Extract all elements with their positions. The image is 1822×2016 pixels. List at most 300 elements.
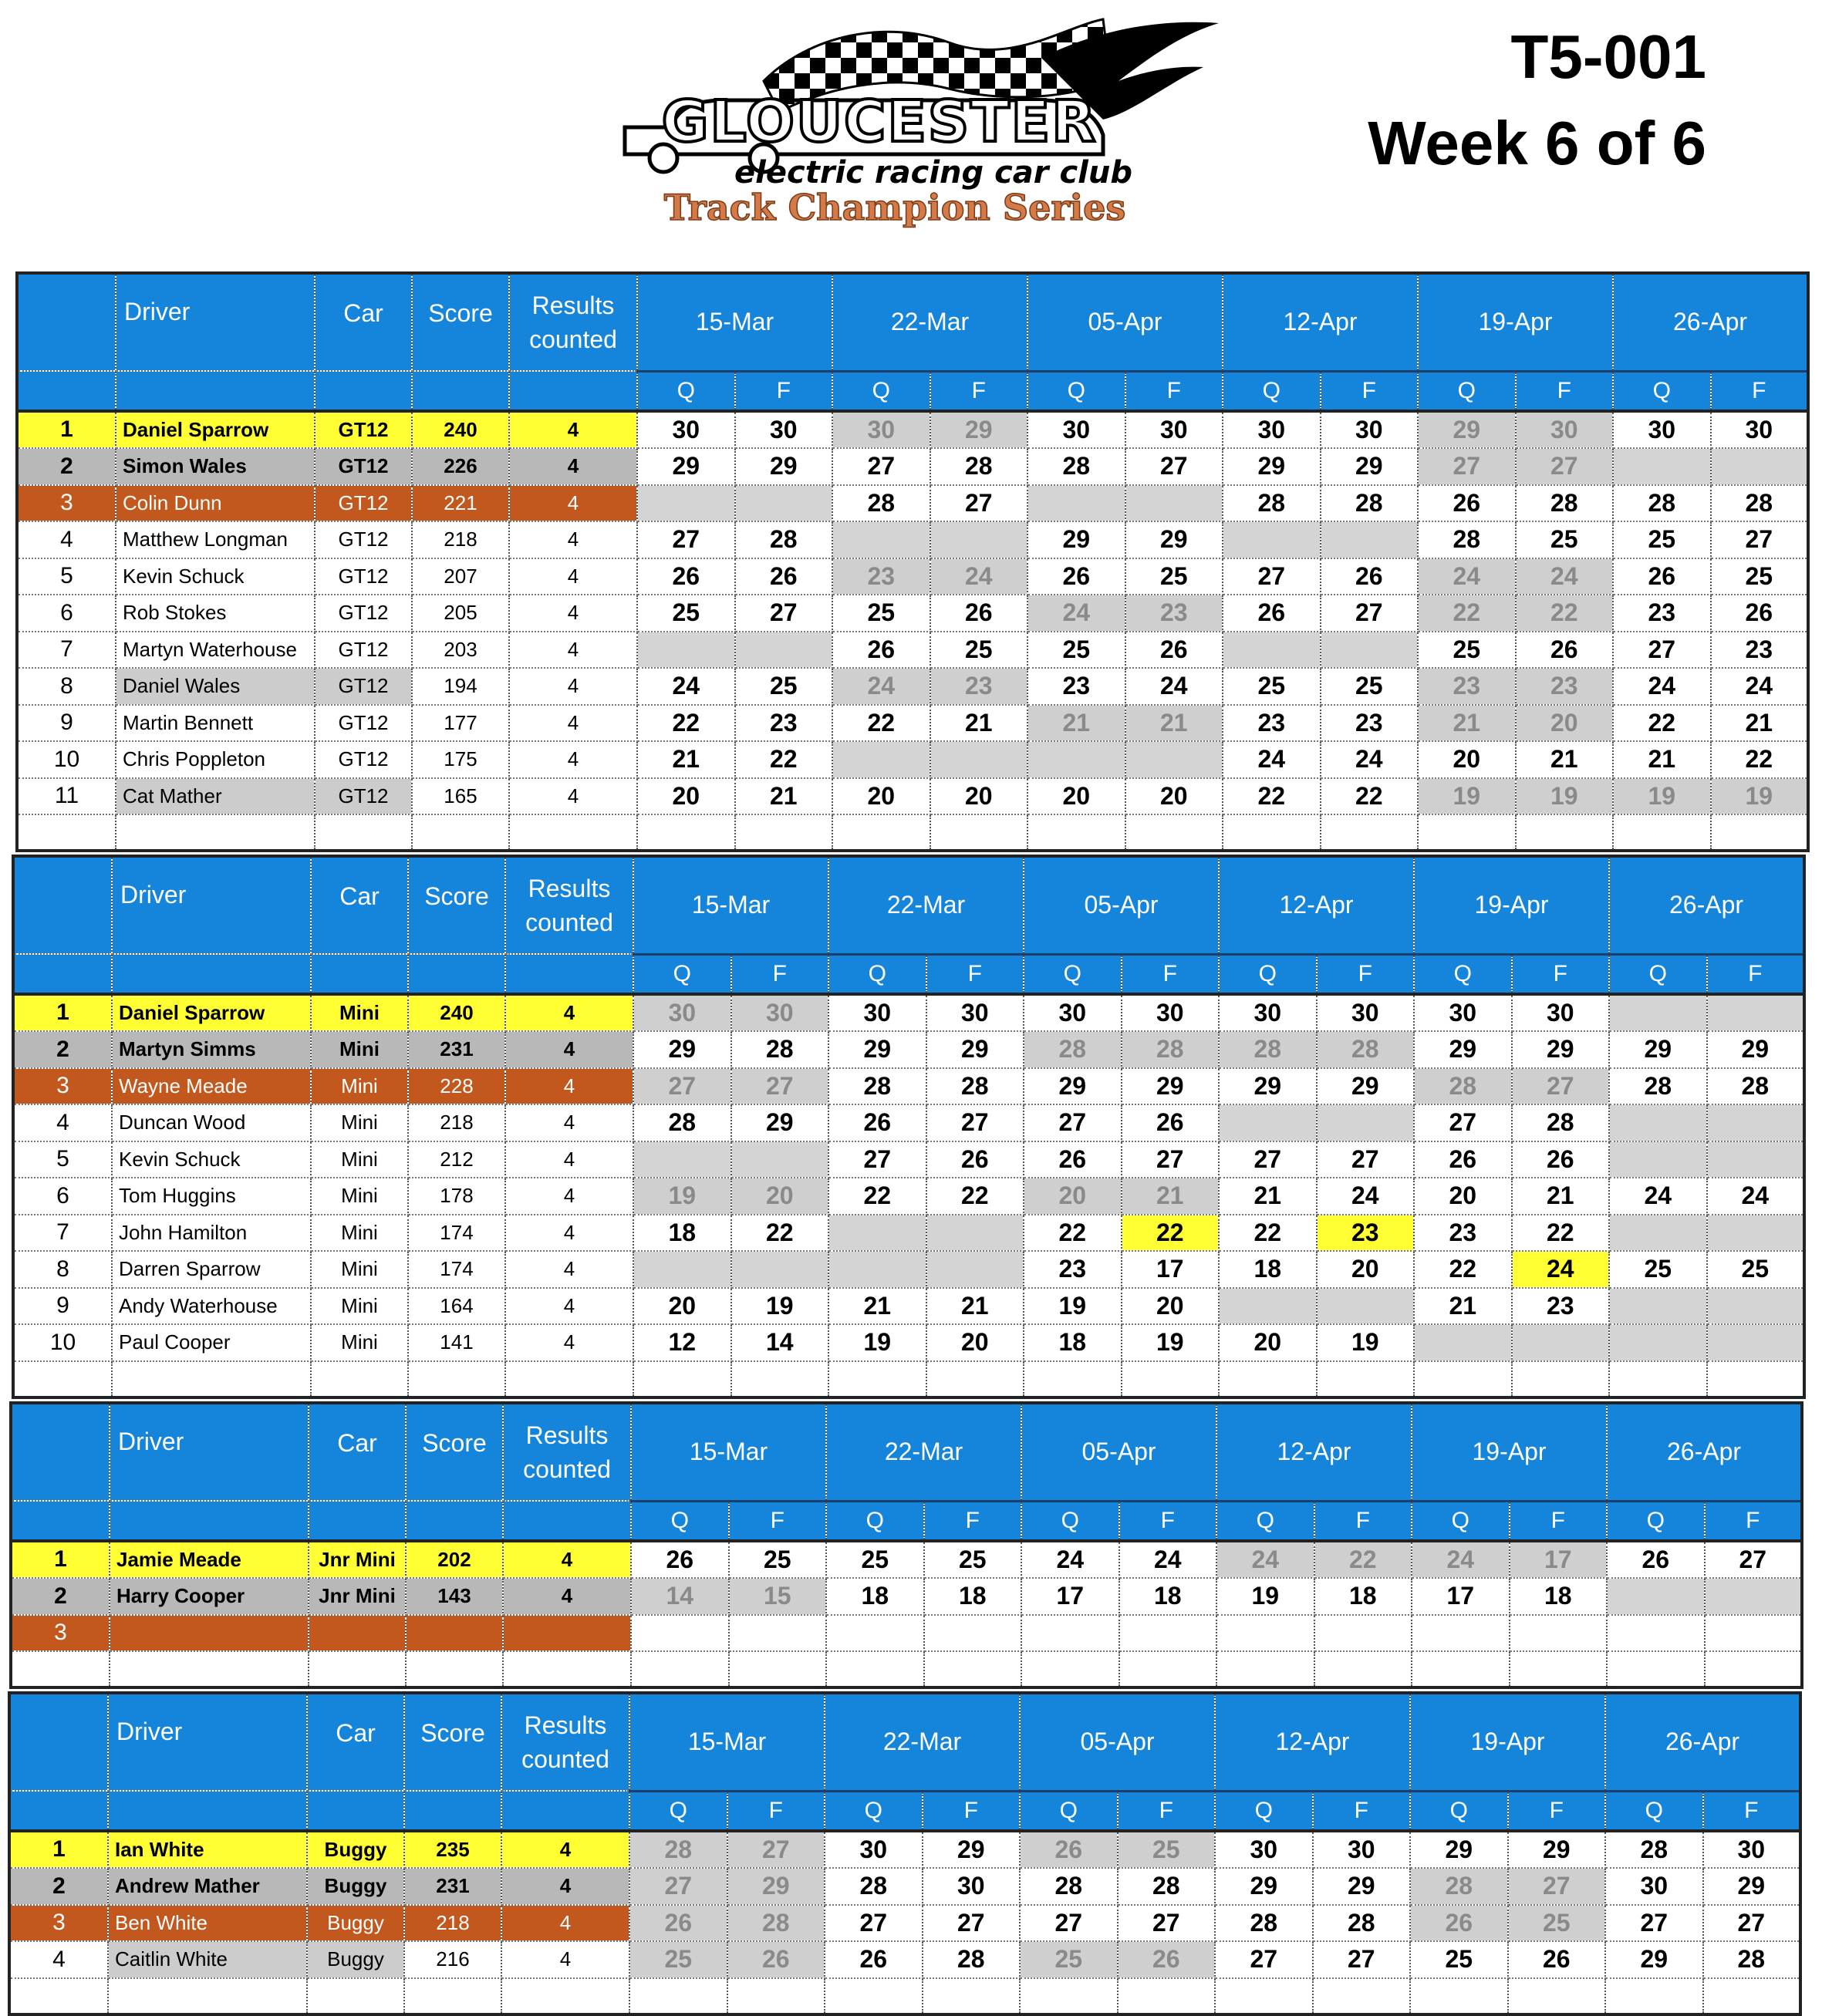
- qualifying-header: Q: [825, 1791, 923, 1831]
- car-class: Mini: [311, 1324, 408, 1361]
- race-result: 30: [1414, 994, 1512, 1032]
- race-result: [637, 632, 735, 669]
- position: 3: [11, 1615, 110, 1652]
- results-counted: 4: [509, 448, 637, 485]
- date-header: 15-Mar: [637, 273, 832, 371]
- final-header: F: [1314, 1501, 1412, 1541]
- race-result: 22: [926, 1178, 1024, 1215]
- car-class: [309, 1615, 406, 1652]
- race-result: [1609, 994, 1707, 1032]
- table-row: [17, 411, 1808, 449]
- final-header: F: [731, 954, 829, 994]
- race-result: 30: [832, 411, 930, 449]
- race-result: 28: [1122, 1031, 1220, 1068]
- score: 212: [408, 1141, 505, 1178]
- race-result: 24: [1516, 558, 1614, 595]
- final-header: F: [1703, 1791, 1801, 1831]
- race-result: 30: [1605, 1868, 1703, 1905]
- driver-name: [110, 1615, 309, 1652]
- final-header: F: [926, 954, 1024, 994]
- final-header: F: [1317, 954, 1415, 994]
- race-result: 29: [1024, 1068, 1122, 1105]
- empty-cell: [315, 814, 412, 851]
- qualifying-header: Q: [1021, 1501, 1119, 1541]
- race-result: 21: [1122, 1178, 1220, 1215]
- empty-cell: [731, 1361, 829, 1397]
- score: 143: [406, 1578, 503, 1615]
- race-result: 27: [1516, 448, 1614, 485]
- empty-cell: [631, 1651, 729, 1687]
- race-result: 27: [637, 521, 735, 558]
- score: 177: [412, 705, 509, 742]
- race-result: 20: [637, 778, 735, 815]
- race-result: [731, 1141, 829, 1178]
- race-result: 26: [1020, 1831, 1118, 1869]
- race-result: 28: [1313, 1905, 1411, 1942]
- driver-name: Wayne Meade: [112, 1068, 311, 1105]
- race-result: [1412, 1615, 1510, 1652]
- race-result: 29: [930, 411, 1028, 449]
- race-result: 29: [1313, 1868, 1411, 1905]
- race-result: [633, 1251, 731, 1288]
- race-result: 27: [1418, 448, 1516, 485]
- empty-cell: [825, 1978, 923, 2014]
- race-result: [926, 1251, 1024, 1288]
- race-result: 25: [1516, 521, 1614, 558]
- race-result: 30: [731, 994, 829, 1032]
- driver-name: Simon Wales: [116, 448, 315, 485]
- score: 175: [412, 741, 509, 778]
- race-result: 28: [1707, 1068, 1805, 1105]
- position-header: [9, 1693, 108, 1791]
- driver-name: Colin Dunn: [116, 485, 315, 522]
- position: 10: [13, 1324, 112, 1361]
- date-header: 05-Apr: [1020, 1693, 1215, 1791]
- date-header: 12-Apr: [1223, 273, 1418, 371]
- date-header: 26-Apr: [1607, 1403, 1802, 1501]
- position: 1: [9, 1831, 108, 1869]
- race-result: 21: [1027, 705, 1125, 742]
- race-result: 27: [930, 485, 1028, 522]
- table-row: [17, 741, 1808, 778]
- score: 164: [408, 1288, 505, 1325]
- race-result: 27: [727, 1831, 825, 1869]
- driver-name: Ian White: [108, 1831, 307, 1869]
- race-result: 27: [1223, 558, 1321, 595]
- race-result: 29: [731, 1104, 829, 1141]
- race-result: 30: [1711, 411, 1809, 449]
- race-result: 25: [1118, 1831, 1216, 1869]
- race-result: [1707, 1141, 1805, 1178]
- empty-cell: [1223, 814, 1321, 851]
- race-result: 28: [1605, 1831, 1703, 1869]
- qualifying-header: Q: [629, 1791, 727, 1831]
- date-header: 22-Mar: [828, 856, 1024, 954]
- race-result: 26: [930, 595, 1028, 632]
- race-result: 27: [1219, 1141, 1317, 1178]
- subheader-blank: [406, 1501, 503, 1541]
- final-header: F: [1512, 954, 1610, 994]
- score: 218: [408, 1104, 505, 1141]
- race-result: 29: [1512, 1031, 1610, 1068]
- date-header: 22-Mar: [826, 1403, 1021, 1501]
- race-result: 23: [1223, 705, 1321, 742]
- race-result: 27: [1703, 1905, 1801, 1942]
- race-result: [1125, 741, 1223, 778]
- race-result: 27: [1613, 632, 1711, 669]
- score: 221: [412, 485, 509, 522]
- race-result: 26: [825, 1941, 923, 1978]
- race-result: 24: [1216, 1541, 1314, 1579]
- race-result: 24: [1021, 1541, 1119, 1579]
- race-result: 28: [1414, 1068, 1512, 1105]
- race-result: 27: [1321, 595, 1419, 632]
- race-result: 30: [1125, 411, 1223, 449]
- race-result: [1414, 1324, 1512, 1361]
- date-header: 12-Apr: [1215, 1693, 1410, 1791]
- table-row: [13, 1215, 1804, 1252]
- qualifying-header: Q: [1216, 1501, 1314, 1541]
- empty-cell: [1707, 1361, 1805, 1397]
- position: 1: [13, 994, 112, 1032]
- race-result: 23: [832, 558, 930, 595]
- race-result: 27: [926, 1104, 1024, 1141]
- driver-name: Harry Cooper: [110, 1578, 309, 1615]
- race-result: 20: [1414, 1178, 1512, 1215]
- race-result: 26: [1024, 1141, 1122, 1178]
- car-class: Mini: [311, 1068, 408, 1105]
- race-result: 27: [832, 448, 930, 485]
- score: 228: [408, 1068, 505, 1105]
- race-result: [1705, 1578, 1803, 1615]
- race-result: 18: [826, 1578, 924, 1615]
- subheader-blank: [412, 371, 509, 411]
- race-result: 29: [926, 1031, 1024, 1068]
- race-result: 22: [1321, 778, 1419, 815]
- driver-name: Ben White: [108, 1905, 307, 1942]
- car-class: Buggy: [307, 1941, 404, 1978]
- empty-row: [17, 814, 1808, 851]
- position: 9: [13, 1288, 112, 1325]
- position: 2: [9, 1868, 108, 1905]
- race-result: [1707, 1324, 1805, 1361]
- car-class: Mini: [311, 994, 408, 1032]
- position: 10: [17, 741, 116, 778]
- car-class: GT12: [315, 485, 412, 522]
- race-result: 24: [1418, 558, 1516, 595]
- race-result: 27: [1711, 521, 1809, 558]
- results-counted-header: Results counted: [501, 1693, 629, 1791]
- race-result: [926, 1215, 1024, 1252]
- position: 1: [11, 1541, 110, 1579]
- race-result: 27: [731, 1068, 829, 1105]
- empty-cell: [110, 1651, 309, 1687]
- qualifying-header: Q: [1414, 954, 1512, 994]
- empty-cell: [924, 1651, 1022, 1687]
- race-result: 25: [1223, 668, 1321, 705]
- empty-cell: [13, 1361, 112, 1397]
- table-row: [17, 668, 1808, 705]
- final-header: F: [930, 371, 1028, 411]
- score: [406, 1615, 503, 1652]
- subheader-blank: [404, 1791, 501, 1831]
- score: 216: [404, 1941, 501, 1978]
- empty-row: [9, 1978, 1800, 2014]
- empty-cell: [729, 1651, 827, 1687]
- score-header: Score: [412, 273, 509, 371]
- table-row: [13, 994, 1804, 1032]
- race-result: 30: [923, 1868, 1021, 1905]
- race-result: 26: [1118, 1941, 1216, 1978]
- race-result: 24: [1317, 1178, 1415, 1215]
- table-row: [13, 1141, 1804, 1178]
- race-result: 30: [1215, 1831, 1313, 1869]
- empty-cell: [1215, 1978, 1313, 2014]
- empty-cell: [1703, 1978, 1801, 2014]
- position: 9: [17, 705, 116, 742]
- driver-name: Matthew Longman: [116, 521, 315, 558]
- driver-name: Tom Huggins: [112, 1178, 311, 1215]
- subheader-blank: [307, 1791, 404, 1831]
- race-result: 28: [1321, 485, 1419, 522]
- race-result: 22: [1418, 595, 1516, 632]
- race-result: 21: [1219, 1178, 1317, 1215]
- position: 1: [17, 411, 116, 449]
- table-row: [13, 1288, 1804, 1325]
- score: 174: [408, 1251, 505, 1288]
- race-result: [729, 1615, 827, 1652]
- subheader-blank: [108, 1791, 307, 1831]
- race-result: 28: [825, 1868, 923, 1905]
- race-result: 29: [1703, 1868, 1801, 1905]
- race-result: [1317, 1104, 1415, 1141]
- race-result: 29: [735, 448, 833, 485]
- race-result: [930, 521, 1028, 558]
- subheader-blank: [13, 954, 112, 994]
- date-header: 26-Apr: [1609, 856, 1804, 954]
- race-result: 27: [1317, 1141, 1415, 1178]
- race-result: 19: [1024, 1288, 1122, 1325]
- race-result: 28: [629, 1831, 727, 1869]
- race-result: 30: [637, 411, 735, 449]
- car-class: Buggy: [307, 1831, 404, 1869]
- race-result: 25: [1609, 1251, 1707, 1288]
- race-result: 19: [1216, 1578, 1314, 1615]
- race-result: 26: [1410, 1905, 1508, 1942]
- results-counted: 4: [505, 1068, 633, 1105]
- race-result: [1216, 1615, 1314, 1652]
- race-result: 19: [1711, 778, 1809, 815]
- race-result: 29: [1219, 1068, 1317, 1105]
- driver-header: Driver: [116, 273, 315, 371]
- empty-cell: [1705, 1651, 1803, 1687]
- race-result: 21: [1711, 705, 1809, 742]
- car-class: GT12: [315, 632, 412, 669]
- qualifying-header: Q: [1609, 954, 1707, 994]
- race-result: 24: [1223, 741, 1321, 778]
- race-result: 26: [1711, 595, 1809, 632]
- race-result: [1609, 1141, 1707, 1178]
- results-counted: 4: [505, 1288, 633, 1325]
- race-result: 22: [1024, 1215, 1122, 1252]
- position: 2: [13, 1031, 112, 1068]
- race-result: [1609, 1215, 1707, 1252]
- race-result: 30: [1313, 1831, 1411, 1869]
- results-counted: 4: [509, 778, 637, 815]
- date-header: 22-Mar: [832, 273, 1027, 371]
- race-result: 23: [1027, 668, 1125, 705]
- race-result: 27: [1705, 1541, 1803, 1579]
- race-result: 19: [1317, 1324, 1415, 1361]
- car-header: Car: [311, 856, 408, 954]
- race-result: 25: [637, 595, 735, 632]
- table-row: [9, 1831, 1800, 1869]
- race-result: 21: [1418, 705, 1516, 742]
- race-result: 18: [924, 1578, 1022, 1615]
- final-header: F: [1510, 1501, 1608, 1541]
- race-result: 20: [1027, 778, 1125, 815]
- final-header: F: [1516, 371, 1614, 411]
- empty-cell: [1119, 1651, 1217, 1687]
- race-result: 24: [1119, 1541, 1217, 1579]
- race-result: 20: [731, 1178, 829, 1215]
- race-result: 21: [735, 778, 833, 815]
- score: 240: [412, 411, 509, 449]
- race-result: 28: [731, 1031, 829, 1068]
- score: 231: [408, 1031, 505, 1068]
- date-header: 12-Apr: [1216, 1403, 1412, 1501]
- car-class: Jnr Mini: [309, 1578, 406, 1615]
- qualifying-header: Q: [826, 1501, 924, 1541]
- race-result: [1707, 994, 1805, 1032]
- table-row: [13, 1178, 1804, 1215]
- race-result: 20: [1219, 1324, 1317, 1361]
- race-result: 23: [1516, 668, 1614, 705]
- empty-cell: [828, 1361, 926, 1397]
- subheader-blank: [501, 1791, 629, 1831]
- race-result: 18: [1024, 1324, 1122, 1361]
- results-counted: [503, 1615, 631, 1652]
- empty-cell: [1607, 1651, 1705, 1687]
- empty-cell: [1313, 1978, 1411, 2014]
- race-result: [1609, 1324, 1707, 1361]
- race-result: 28: [1512, 1104, 1610, 1141]
- race-result: 18: [1510, 1578, 1608, 1615]
- results-counted: 4: [505, 994, 633, 1032]
- results-counted: 4: [505, 1324, 633, 1361]
- car-header: Car: [309, 1403, 406, 1501]
- race-result: 27: [1020, 1905, 1118, 1942]
- race-result: 26: [1414, 1141, 1512, 1178]
- race-result: [1321, 632, 1419, 669]
- car-header: Car: [307, 1693, 404, 1791]
- results-counted: 4: [503, 1541, 631, 1579]
- car-class: GT12: [315, 558, 412, 595]
- race-result: 14: [731, 1324, 829, 1361]
- race-result: 25: [1321, 668, 1419, 705]
- driver-name: Cat Mather: [116, 778, 315, 815]
- results-counted: 4: [501, 1831, 629, 1869]
- race-result: 26: [1027, 558, 1125, 595]
- subheader-blank: [311, 954, 408, 994]
- race-result: 29: [1027, 521, 1125, 558]
- race-result: 30: [926, 994, 1024, 1032]
- empty-cell: [1321, 814, 1419, 851]
- qualifying-header: Q: [1027, 371, 1125, 411]
- race-result: 29: [633, 1031, 731, 1068]
- empty-cell: [505, 1361, 633, 1397]
- race-result: 20: [832, 778, 930, 815]
- race-result: 29: [1410, 1831, 1508, 1869]
- race-result: 27: [1508, 1868, 1606, 1905]
- results-counted: 4: [509, 558, 637, 595]
- race-result: 30: [1516, 411, 1614, 449]
- driver-header: Driver: [110, 1403, 309, 1501]
- final-header: F: [1508, 1791, 1606, 1831]
- race-result: 18: [1119, 1578, 1217, 1615]
- race-result: 23: [1613, 595, 1711, 632]
- score: 203: [412, 632, 509, 669]
- race-result: 15: [729, 1578, 827, 1615]
- race-result: 22: [1219, 1215, 1317, 1252]
- final-header: F: [1119, 1501, 1217, 1541]
- race-result: 29: [1414, 1031, 1512, 1068]
- qualifying-header: Q: [637, 371, 735, 411]
- date-header: 19-Apr: [1410, 1693, 1605, 1791]
- race-result: 28: [1418, 521, 1516, 558]
- results-counted-header: Results counted: [505, 856, 633, 954]
- driver-header: Driver: [108, 1693, 307, 1791]
- race-result: 21: [926, 1288, 1024, 1325]
- race-result: [731, 1251, 829, 1288]
- qualifying-header: Q: [832, 371, 930, 411]
- score: 231: [404, 1868, 501, 1905]
- results-counted: 4: [505, 1215, 633, 1252]
- race-result: 22: [637, 705, 735, 742]
- table-row: [13, 1031, 1804, 1068]
- score: 202: [406, 1541, 503, 1579]
- qualifying-header: Q: [1024, 954, 1122, 994]
- race-result: [1027, 485, 1125, 522]
- race-result: [1707, 1104, 1805, 1141]
- race-result: 21: [1516, 741, 1614, 778]
- race-result: [631, 1615, 729, 1652]
- position-header: [11, 1403, 110, 1501]
- driver-name: Duncan Wood: [112, 1104, 311, 1141]
- race-result: 30: [825, 1831, 923, 1869]
- results-counted: 4: [501, 1905, 629, 1942]
- results-table-gt12: [15, 271, 1810, 852]
- week-indicator: Week 6 of 6: [1368, 109, 1706, 177]
- race-result: 23: [1711, 632, 1809, 669]
- empty-cell: [637, 814, 735, 851]
- final-header: F: [1125, 371, 1223, 411]
- qualifying-header: Q: [1215, 1791, 1313, 1831]
- logo-series: Track Champion Series: [663, 187, 1126, 228]
- race-result: 21: [1414, 1288, 1512, 1325]
- race-result: 20: [633, 1288, 731, 1325]
- race-result: 30: [1219, 994, 1317, 1032]
- date-header: 12-Apr: [1219, 856, 1414, 954]
- race-result: 30: [735, 411, 833, 449]
- race-result: 25: [1125, 558, 1223, 595]
- position: 2: [11, 1578, 110, 1615]
- empty-cell: [1711, 814, 1809, 851]
- empty-cell: [108, 1978, 307, 2014]
- race-result: 25: [1418, 632, 1516, 669]
- race-result: 23: [1317, 1215, 1415, 1252]
- final-header: F: [1711, 371, 1809, 411]
